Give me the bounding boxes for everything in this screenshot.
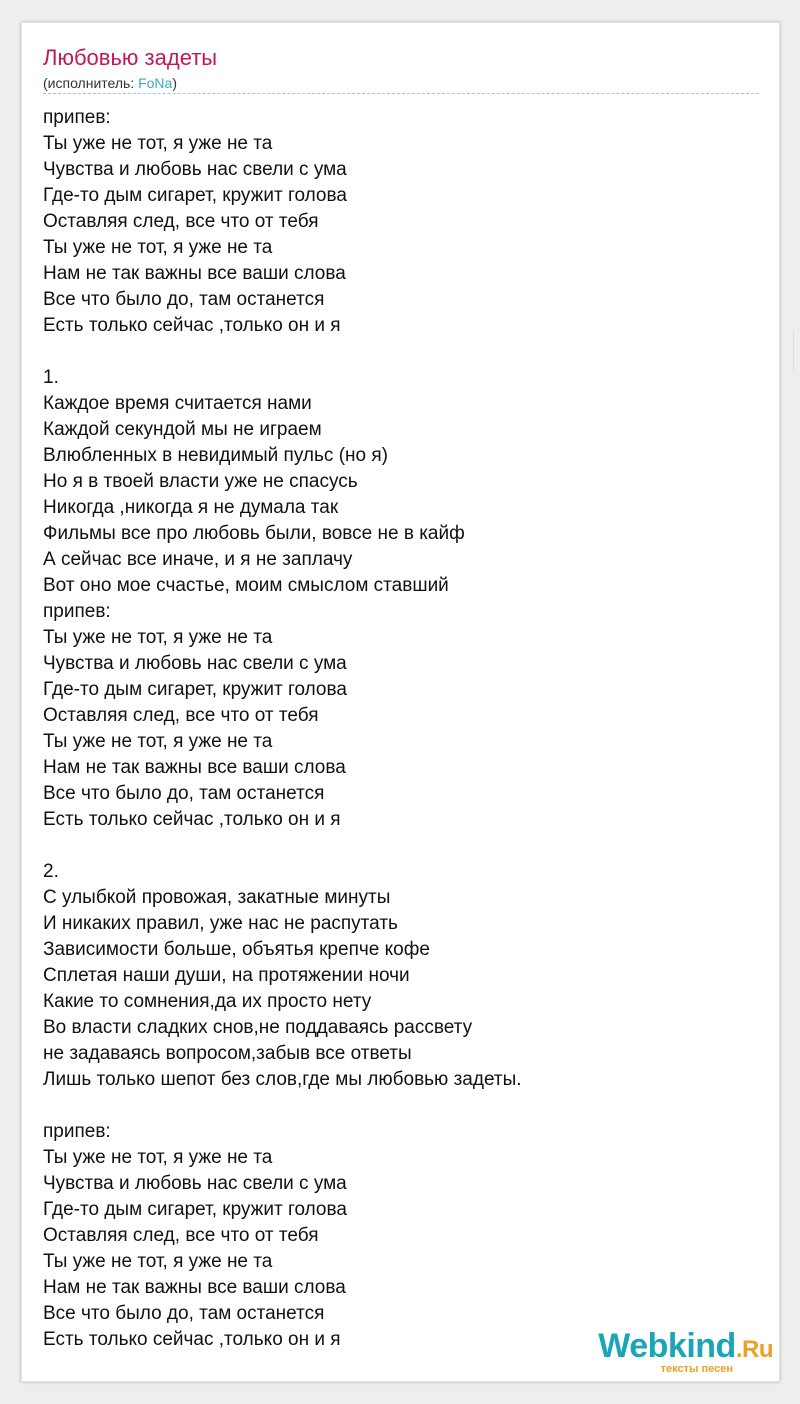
artist-prefix: (исполнитель: [43,75,139,91]
lyric-line: Есть только сейчас ,только он и я [43,809,341,830]
lyric-line: Оставляя след, все что от тебя [43,211,319,232]
lyric-line: Нам не так важны все ваши слова [43,757,346,778]
page-edge-marker [793,330,800,370]
lyric-line: Ты уже не тот, я уже не та [43,1147,273,1168]
lyric-line: 1. [43,367,59,388]
lyric-line: припев: [43,107,111,128]
lyric-line: Каждое время считается нами [43,393,312,414]
lyric-line: Ты уже не тот, я уже не та [43,1251,273,1272]
lyric-line: Влюбленных в невидимый пульс (но я) [43,445,388,466]
lyric-line: припев: [43,1121,111,1142]
site-logo[interactable] [598,1329,773,1375]
artist-suffix: ) [172,75,177,91]
lyric-line: Фильмы все про любовь были, вовсе не в кайф [43,523,465,544]
logo-tagline: тексты песен [660,1363,733,1375]
lyric-line [43,1093,759,1119]
lyric-line: Есть только сейчас ,только он и я [43,315,341,336]
lyric-line: Сплетая наши души, на протяжении ночи [43,965,410,986]
lyric-line: Все что было до, там останется [43,1303,325,1324]
lyric-line: Оставляя след, все что от тебя [43,705,319,726]
lyric-line: Нам не так важны все ваши слова [43,263,346,284]
lyric-line: А сейчас все иначе, и я не заплачу [43,549,353,570]
lyric-line [43,339,759,365]
lyric-line: Каждой секундой мы не играем [43,419,322,440]
lyric-line: Никогда ,никогда я не думала так [43,497,339,518]
logo-wordmark [598,1329,773,1367]
lyric-line [43,833,759,859]
lyric-line: Ты уже не тот, я уже не та [43,237,273,258]
lyric-line: Чувства и любовь нас свели с ума [43,1173,347,1194]
lyric-line: Нам не так важны все ваши слова [43,1277,346,1298]
artist-link[interactable]: FoNa [138,75,173,91]
lyric-line: Чувства и любовь нас свели с ума [43,159,347,180]
lyric-line: Где-то дым сигарет, кружит голова [43,679,347,700]
lyric-line: Ты уже не тот, я уже не та [43,731,273,752]
lyrics-card [21,22,780,1382]
artist-line [43,74,177,92]
title-divider [43,93,759,94]
lyric-line: Все что было до, там останется [43,783,325,804]
lyric-line: не задаваясь вопросом,забыв все ответы [43,1043,412,1064]
logo-tld: .Ru [735,1336,773,1363]
lyric-line: Ты уже не тот, я уже не та [43,627,273,648]
lyric-line: Оставляя след, все что от тебя [43,1225,319,1246]
lyric-line: Ты уже не тот, я уже не та [43,133,273,154]
lyric-line: Вот оно мое счастье, моим смыслом ставший [43,575,449,596]
lyric-line: Лишь только шепот без слов,где мы любовью задеты. [43,1069,522,1090]
lyric-line: С улыбкой провожая, закатные минуты [43,887,391,908]
lyric-line: 2. [43,861,59,882]
lyric-line: Но я в твоей власти уже не спасусь [43,471,358,492]
lyrics-text [43,105,759,1353]
lyric-line: Какие то сомнения,да их просто нету [43,991,372,1012]
lyric-line: припев: [43,601,111,622]
lyric-line: И никаких правил, уже нас не распутать [43,913,398,934]
lyric-line: Во власти сладких снов,не поддаваясь рассвету [43,1017,473,1038]
lyric-line: Есть только сейчас ,только он и я [43,1329,341,1350]
lyric-line: Чувства и любовь нас свели с ума [43,653,347,674]
lyric-line: Зависимости больше, объятья крепче кофе [43,939,430,960]
lyric-line: Все что было до, там останется [43,289,325,310]
lyric-line: Где-то дым сигарет, кружит голова [43,185,347,206]
song-title: Любовью задеты [43,45,218,70]
logo-main-text: Webkind [598,1327,736,1365]
lyric-line: Где-то дым сигарет, кружит голова [43,1199,347,1220]
